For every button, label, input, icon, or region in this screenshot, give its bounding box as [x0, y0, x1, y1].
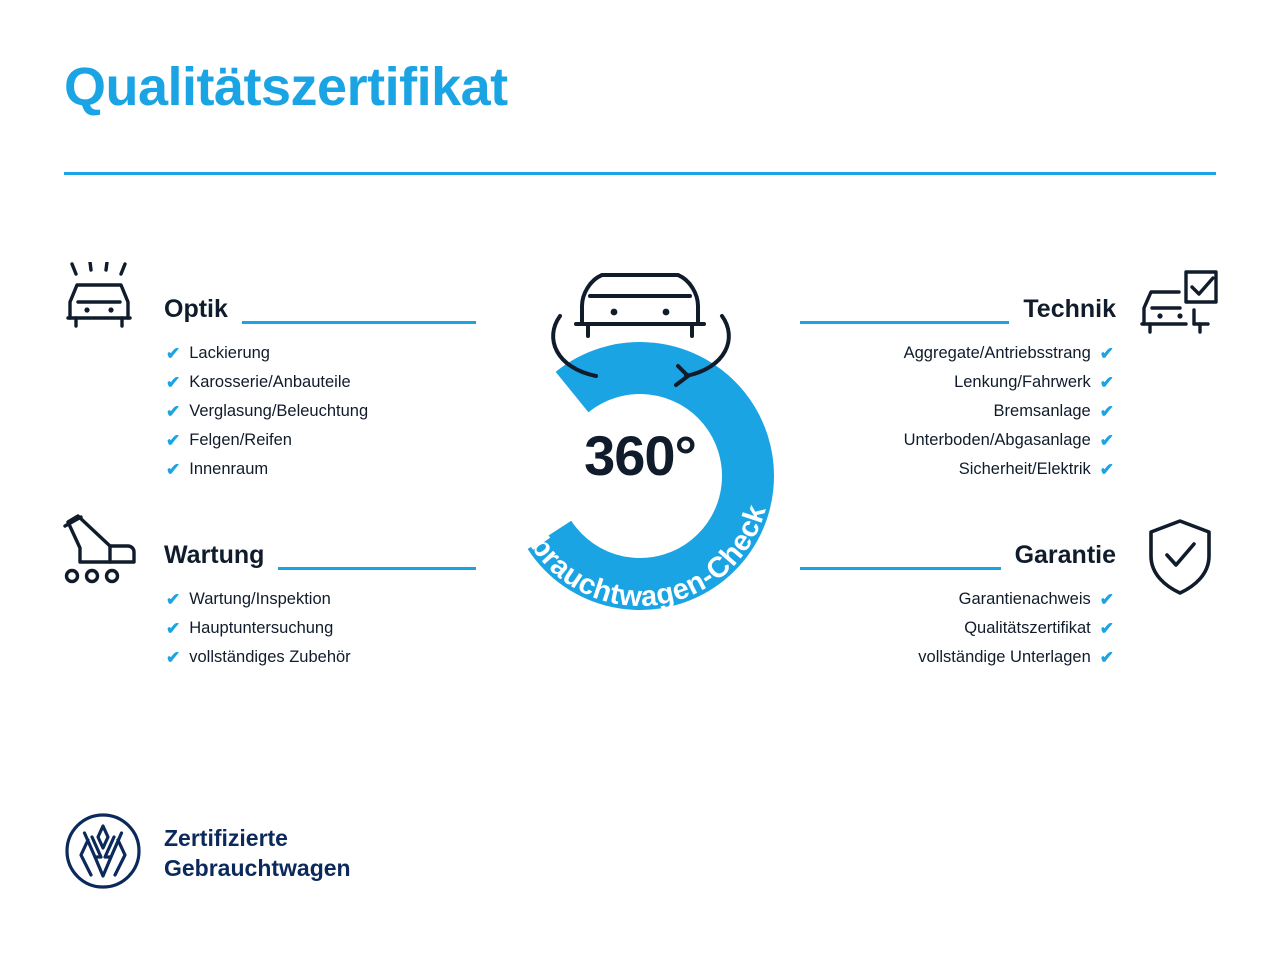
check-icon: ✔ — [166, 402, 181, 421]
check-icon: ✔ — [166, 619, 181, 638]
list-item-label: Felgen/Reifen — [189, 431, 292, 449]
list-item-label: Karosserie/Anbauteile — [189, 373, 351, 391]
list-item-label: Innenraum — [189, 460, 269, 478]
list-item — [800, 460, 1114, 479]
list-item-label: Unterboden/Abgasanlage — [903, 431, 1091, 449]
list-item — [800, 431, 1114, 450]
section-garantie-divider — [800, 567, 1001, 570]
list-item-label: Aggregate/Antriebsstrang — [903, 344, 1091, 362]
section-garantie-header — [800, 543, 1116, 570]
check-icon: ✔ — [1099, 402, 1114, 421]
list-item — [166, 648, 476, 667]
check-icon: ✔ — [1099, 431, 1114, 450]
list-item — [800, 648, 1114, 667]
check-icon: ✔ — [166, 590, 181, 609]
list-item — [166, 590, 476, 609]
footer-logo-text — [164, 824, 351, 883]
list-item — [166, 460, 476, 479]
list-item — [166, 431, 476, 450]
list-item-label: Lenkung/Fahrwerk — [954, 373, 1091, 391]
section-wartung-divider — [278, 567, 476, 570]
check-icon: ✔ — [1099, 373, 1114, 392]
list-item — [166, 619, 476, 638]
list-item-label: Lackierung — [189, 344, 270, 362]
check-icon: ✔ — [166, 648, 181, 667]
car-wash-icon — [62, 262, 142, 355]
footer-logo — [64, 812, 351, 895]
section-technik-divider — [800, 321, 1009, 324]
section-technik-list — [800, 344, 1114, 479]
check-icon: ✔ — [1099, 619, 1114, 638]
footer-logo-line2: Gebrauchtwagen — [164, 854, 351, 881]
list-item — [166, 402, 476, 421]
section-garantie-list — [800, 590, 1114, 667]
list-item-label: Verglasung/Beleuchtung — [189, 402, 369, 420]
list-item — [166, 373, 476, 392]
badge-value: 360° — [584, 424, 696, 487]
section-garantie — [800, 543, 1116, 677]
list-item-label: vollständige Unterlagen — [918, 648, 1091, 666]
vw-logo-icon — [64, 812, 142, 895]
list-item-label: Wartung/Inspektion — [189, 590, 331, 608]
section-technik-title: Technik — [1023, 295, 1116, 323]
list-item-label: Sicherheit/Elektrik — [958, 460, 1091, 478]
section-wartung — [164, 543, 476, 677]
section-garantie-title: Garantie — [1014, 541, 1116, 569]
check-icon: ✔ — [166, 373, 181, 392]
section-technik — [800, 297, 1116, 489]
badge-arc-label: Gebrauchtwagen-Check — [507, 500, 773, 614]
list-item-label: Garantienachweis — [958, 590, 1091, 608]
page-title: Qualitätszertifikat — [64, 57, 508, 117]
list-item-label: Hauptuntersuchung — [189, 619, 334, 637]
section-wartung-header — [164, 543, 476, 570]
check-icon: ✔ — [166, 431, 181, 450]
check-icon: ✔ — [1099, 344, 1114, 363]
shield-check-icon — [1146, 518, 1214, 601]
footer-logo-line1: Zertifizierte — [164, 825, 288, 852]
check-icon: ✔ — [166, 344, 181, 363]
section-technik-header — [800, 297, 1116, 324]
list-item — [800, 373, 1114, 392]
section-optik-title: Optik — [164, 295, 228, 323]
car-check-icon — [1138, 268, 1222, 353]
list-item — [800, 619, 1114, 638]
list-item — [800, 590, 1114, 609]
section-wartung-list — [166, 590, 476, 667]
section-optik-list — [166, 344, 476, 479]
list-item — [166, 344, 476, 363]
list-item — [800, 344, 1114, 363]
list-item — [800, 402, 1114, 421]
list-item-label: Qualitätszertifikat — [964, 619, 1091, 637]
list-item-label: vollständiges Zubehör — [189, 648, 351, 666]
title-divider — [64, 172, 1216, 175]
car-service-tools-icon — [62, 512, 146, 593]
check-icon: ✔ — [1099, 590, 1114, 609]
check-icon: ✔ — [166, 460, 181, 479]
section-optik — [164, 297, 476, 489]
check-icon: ✔ — [1099, 648, 1114, 667]
list-item-label: Bremsanlage — [993, 402, 1091, 420]
section-optik-divider — [242, 321, 476, 324]
gebrauchtwagen-check-badge — [464, 248, 816, 628]
section-optik-header — [164, 297, 476, 324]
section-wartung-title: Wartung — [164, 541, 265, 569]
check-icon: ✔ — [1099, 460, 1114, 479]
